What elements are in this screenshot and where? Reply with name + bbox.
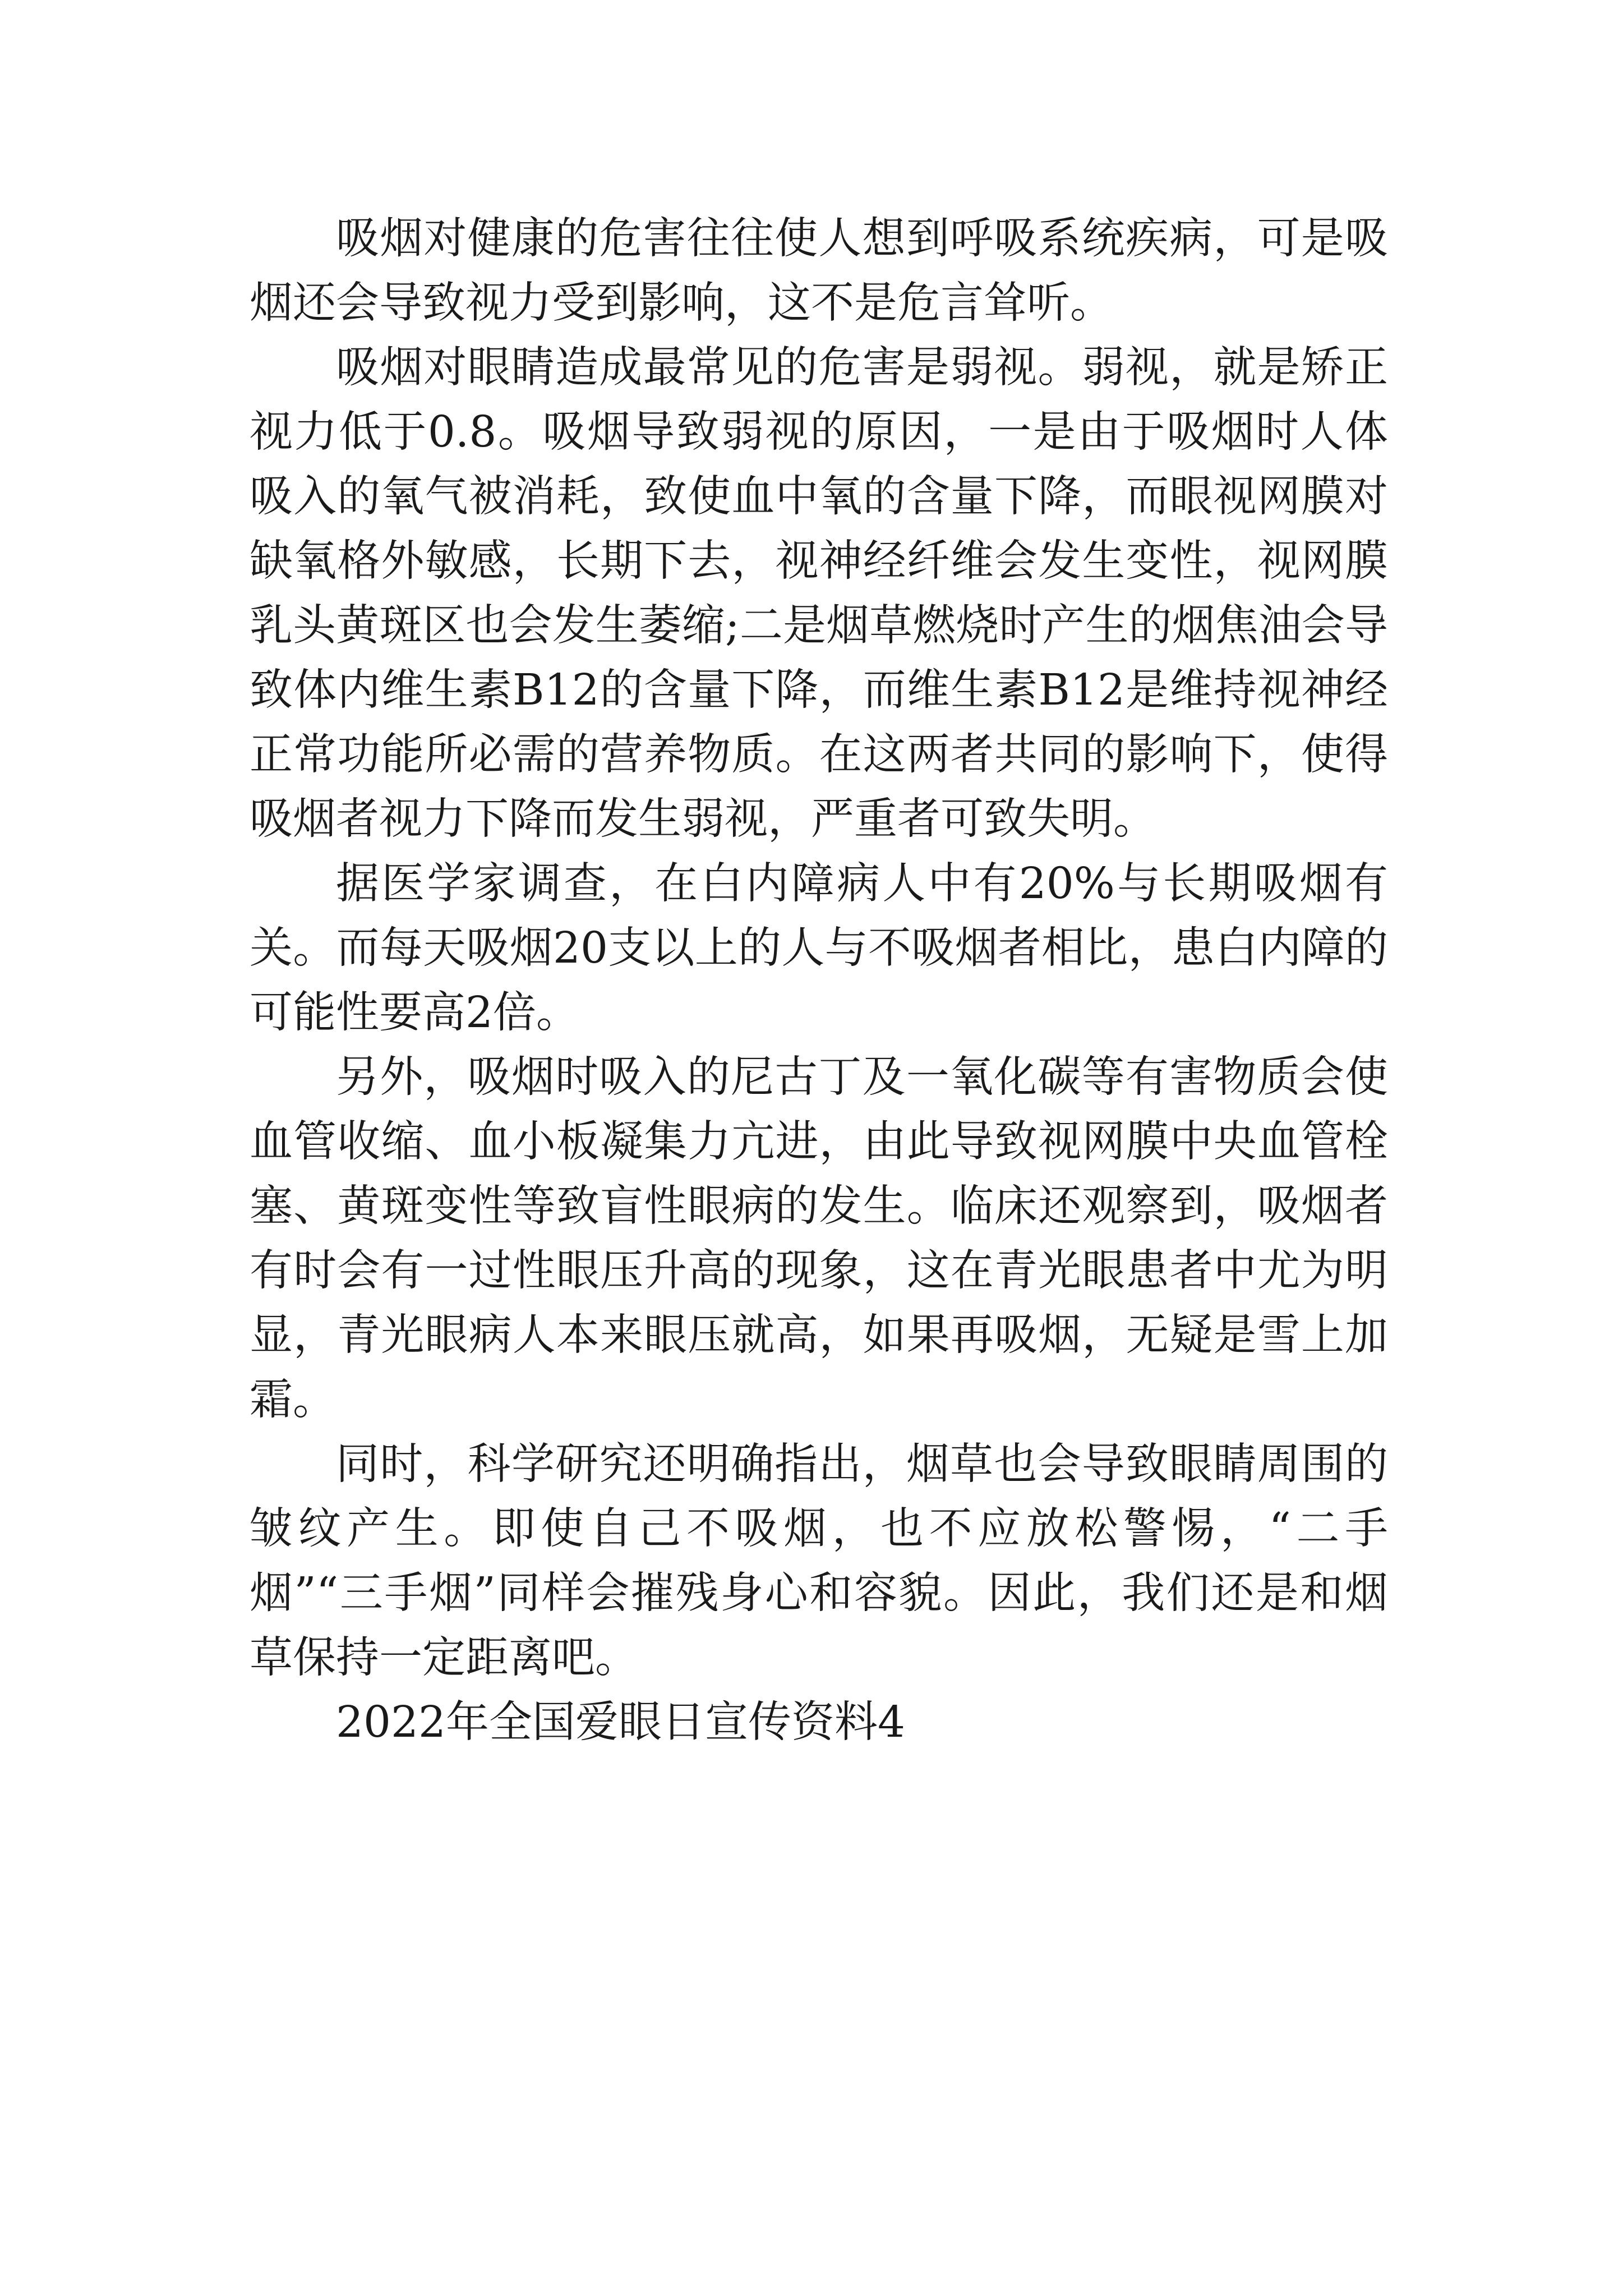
paragraph-cataract: 据医学家调查，在白内障病人中有20%与长期吸烟有关。而每天吸烟20支以上的人与不吸烟者相比，患白内障的可能性要高2倍。 bbox=[250, 859, 1388, 1038]
section-heading: 2022年全国爱眼日宣传资料4 bbox=[336, 1697, 905, 1747]
paragraph-smoking-vision-intro: 吸烟对健康的危害往往使人想到呼吸系统疾病，可是吸烟还会导致视力受到影响，这不是危言耸听。 bbox=[250, 214, 1388, 328]
paragraph-amblyopia: 吸烟对眼睛造成最常见的危害是弱视。弱视，就是矫正视力低于0.8。吸烟导致弱视的原因，一是由于吸烟时人体吸入的氧气被消耗，致使血中氧的含量下降，而眼视网膜对缺氧格外敏感，长期下去，视神经纤维会发生变性，视网膜乳头黄斑区也会发生萎缩;二是烟草燃烧时产生的烟焦油会导致体内维生素B12的含量下降，而维生素B12是维持视神经正常功能所必需的营养物质。在这两者共同的影响下，使得吸烟者视力下降而发生弱视，严重者可致失明。 bbox=[250, 343, 1388, 844]
document-body bbox=[250, 206, 1388, 1755]
paragraph-glaucoma: 另外，吸烟时吸入的尼古丁及一氧化碳等有害物质会使血管收缩、血小板凝集力亢进，由此导致视网膜中央血管栓塞、黄斑变性等致盲性眼病的发生。临床还观察到，吸烟者有时会有一过性眼压升高的现象，这在青光眼患者中尤为明显，青光眼病人本来眼压就高，如果再吸烟，无疑是雪上加霜。 bbox=[250, 1052, 1388, 1425]
paragraph-wrinkles: 同时，科学研究还明确指出，烟草也会导致眼睛周围的皱纹产生。即使自己不吸烟，也不应放松警惕，“二手烟”“三手烟”同样会摧残身心和容貌。因此，我们还是和烟草保持一定距离吧。 bbox=[250, 1439, 1388, 1683]
